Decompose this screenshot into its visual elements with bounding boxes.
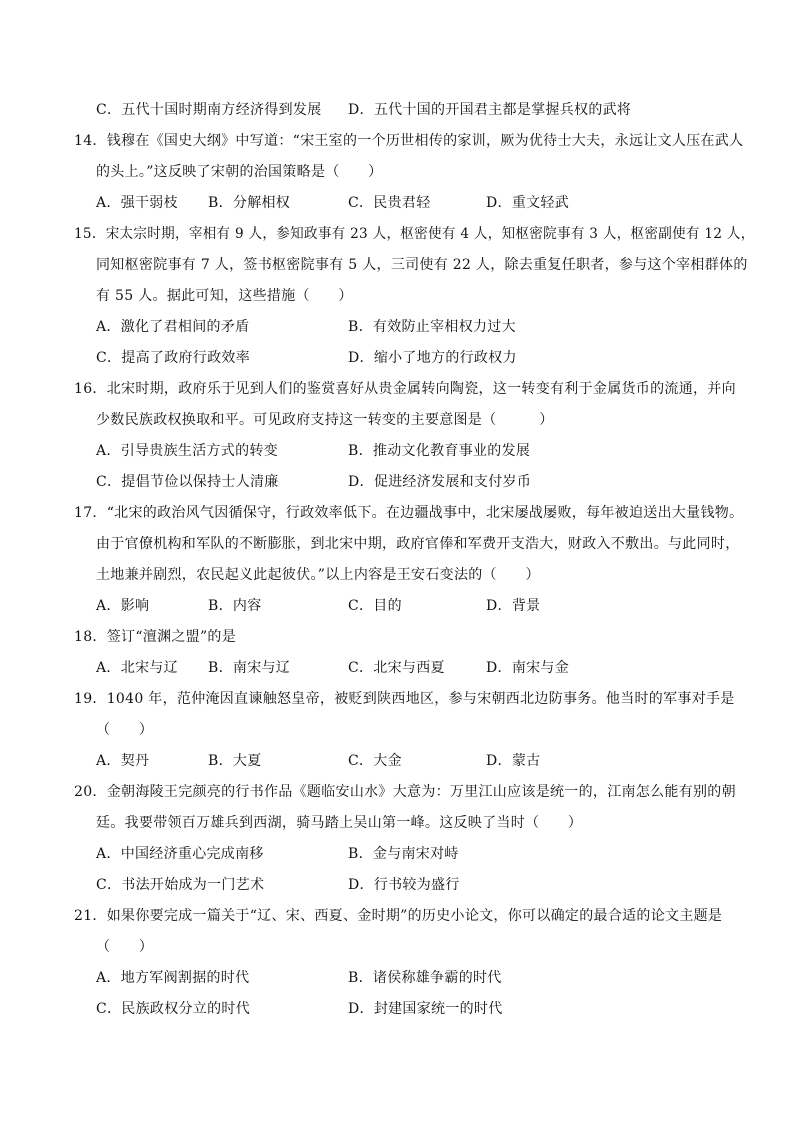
q16-stem-line2: 少数民族政权换取和平。可见政府支持这一转变的主要意图是（ ） [96, 412, 554, 428]
q14-option-a: A．强干弱枝 [96, 195, 178, 211]
q21-option-d: D．封建国家统一的时代 [348, 1001, 503, 1017]
q19-option-b: B．大夏 [208, 753, 262, 769]
q16-option-b: B．推动文化教育事业的发展 [348, 443, 531, 459]
q16-stem-line1: 16．北宋时期，政府乐于见到人们的鉴赏喜好从贵金属转向陶瓷，这一转变有利于金属货币的流通，并向 [74, 381, 736, 397]
q13-option-d: D．五代十国的开国君主都是掌握兵权的武将 [348, 102, 632, 118]
q16-option-a: A．引导贵族生活方式的转变 [96, 443, 279, 459]
q15-option-d: D．缩小了地方的行政权力 [348, 350, 517, 366]
q16-option-d: D．促进经济发展和支付岁币 [348, 474, 532, 490]
q19-option-d: D．蒙古 [486, 753, 541, 769]
q17-stem-line2: 由于官僚机构和军队的不断膨胀，到北宋中期，政府官俸和军费开支浩大，财政入不敷出。与此同时， [96, 536, 740, 552]
q15-stem-line3: 有 55 人。据此可知，这些措施（ ） [96, 288, 353, 304]
q20-option-d: D．行书较为盛行 [348, 877, 460, 893]
q19-option-a: A．契丹 [96, 753, 150, 769]
q20-stem-line2: 廷。我要带领百万雄兵到西湖，骑马踏上吴山第一峰。这反映了当时（ ） [96, 815, 583, 831]
q18-option-d: D．南宋与金 [486, 660, 570, 676]
q13-option-c: C．五代十国时期南方经济得到发展 [96, 102, 322, 118]
q17-stem-line1: 17．“北宋的政治风气因循保守，行政效率低下。在边疆战事中，北宋屡战屡败，每年被迫送出大量钱物。 [74, 505, 744, 521]
q20-option-b: B．金与南宋对峙 [348, 846, 459, 862]
q15-stem-line1: 15．宋太宗时期，宰相有 9 人，参知政事有 23 人，枢密使有 4 人，知枢密院事有 3 人，枢密副使有 12 人， [74, 226, 755, 242]
q19-stem-line2: （ ） [96, 722, 154, 738]
q15-stem-line2: 同知枢密院事有 7 人，签书枢密院事有 5 人，三司使有 22 人，除去重复任职者，参与这个宰相群体的 [96, 257, 748, 273]
q15-option-c: C．提高了政府行政效率 [96, 350, 251, 366]
q14-stem-line1: 14．钱穆在《国史大纲》中写道：“宋王室的一个历世相传的家训，厥为优待士大夫，永远让文人压在武人 [74, 133, 744, 149]
q16-option-c: C．提倡节俭以保持士人清廉 [96, 474, 279, 490]
q15-option-a: A．激化了君相间的矛盾 [96, 319, 250, 335]
q17-option-c: C．目的 [348, 598, 402, 614]
q19-option-c: C．大金 [348, 753, 402, 769]
q14-option-b: B．分解相权 [208, 195, 291, 211]
q17-stem-line3: 土地兼并剧烈，农民起义此起彼伏。”以上内容是王安石变法的（ ） [96, 567, 540, 583]
q15-option-b: B．有效防止宰相权力过大 [348, 319, 516, 335]
q17-option-a: A．影响 [96, 598, 150, 614]
q18-option-c: C．北宋与西夏 [348, 660, 445, 676]
q14-option-c: C．民贵君轻 [348, 195, 431, 211]
q17-option-d: D．背景 [486, 598, 541, 614]
q18-option-a: A．北宋与辽 [96, 660, 178, 676]
q14-stem-line2: 的头上。”这反映了宋朝的治国策略是（ ） [96, 164, 383, 180]
q21-option-b: B．诸侯称雄争霸的时代 [348, 970, 502, 986]
q14-option-d: D．重文轻武 [486, 195, 570, 211]
q21-stem-line1: 21．如果你要完成一篇关于“辽、宋、西夏、金时期”的历史小论文，你可以确定的最合适的论文主题是 [74, 908, 723, 924]
q21-option-a: A．地方军阀割据的时代 [96, 970, 250, 986]
q17-option-b: B．内容 [208, 598, 262, 614]
q20-option-c: C．书法开始成为一门艺术 [96, 877, 265, 893]
q20-option-a: A．中国经济重心完成南移 [96, 846, 264, 862]
q18-option-b: B．南宋与辽 [208, 660, 291, 676]
q20-stem-line1: 20．金朝海陵王完颜亮的行书作品《题临安山水》大意为：万里江山应该是统一的，江南怎么能有别的朝 [74, 784, 736, 800]
q19-stem-line1: 19．1040 年，范仲淹因直谏触怒皇帝，被贬到陕西地区，参与宋朝西北边防事务。他当时的军事对手是 [74, 691, 735, 707]
q21-option-c: C．民族政权分立的时代 [96, 1001, 251, 1017]
q21-stem-line2: （ ） [96, 939, 154, 955]
q18-stem-line1: 18．签订“澶渊之盟”的是 [74, 629, 237, 645]
